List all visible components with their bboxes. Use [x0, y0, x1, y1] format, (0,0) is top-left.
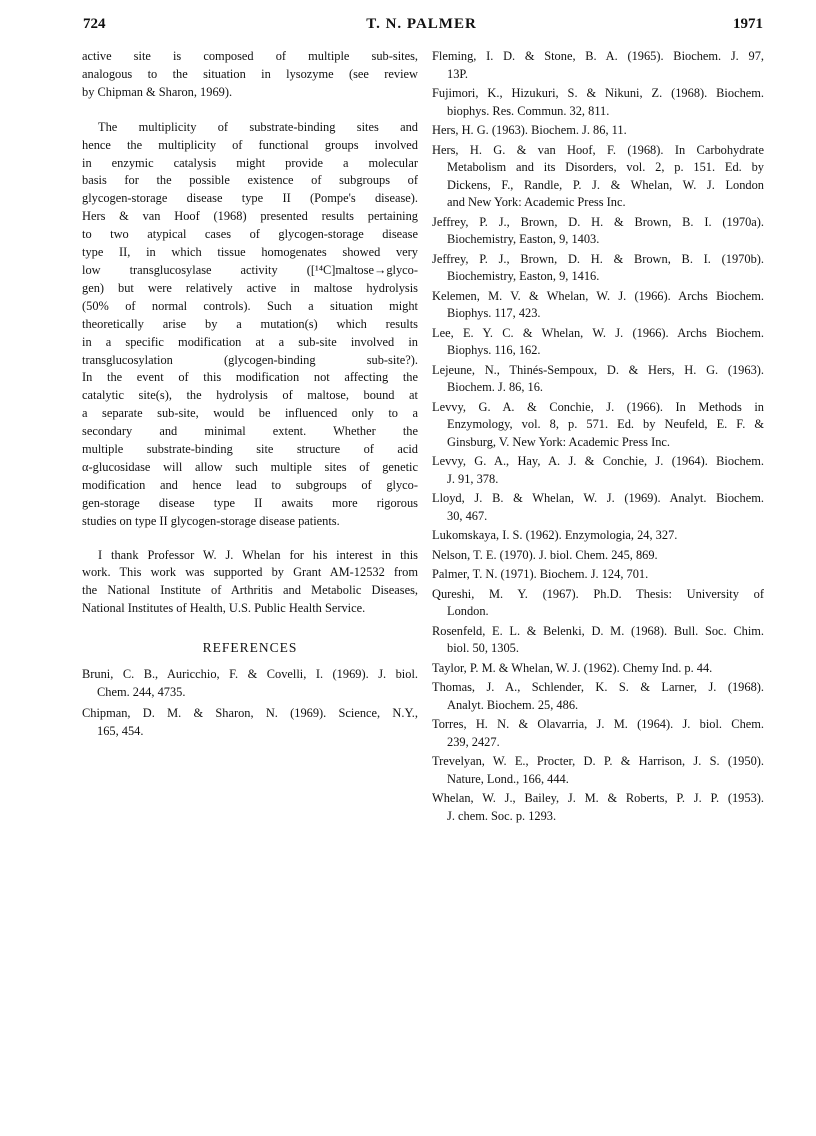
running-author: T. N. PALMER	[366, 16, 477, 32]
reference-line: Lejeune, N., Thinés-Sempoux, D. & Hers, H. G. (1963).	[432, 362, 764, 377]
left-column	[82, 48, 418, 744]
reference-entry	[432, 362, 764, 397]
text-line: secondary and minimal extent. Whether the	[82, 424, 418, 439]
reference-line: biophys. Res. Commun. 32, 811.	[447, 103, 610, 118]
reference-line: Fleming, I. D. & Stone, B. A. (1965). Biochem. J. 97,	[432, 49, 764, 63]
reference-line: 30, 467.	[447, 508, 488, 523]
reference-entry	[432, 288, 764, 323]
reference-line: 165, 454.	[97, 723, 144, 738]
references-heading: REFERENCES	[202, 640, 298, 656]
reference-line: Thomas, J. A., Schlender, K. S. & Larner, J. (1968).	[432, 680, 764, 694]
reference-line: Qureshi, M. Y. (1967). Ph.D. Thesis: University of	[432, 586, 764, 601]
text-line: low transglucosylase activity ([¹⁴C]maltose→glyco-	[82, 262, 418, 277]
text-line: glycogen-storage disease type II (Pompe's disease).	[82, 191, 418, 206]
body-paragraph	[82, 119, 418, 531]
reference-line: Taylor, P. M. & Whelan, W. J. (1962). Chemy Ind. p. 44.	[432, 660, 713, 675]
reference-line: 239, 2427.	[447, 734, 500, 749]
reference-line: Trevelyan, W. E., Procter, D. P. & Harrison, J. S. (1950).	[432, 754, 764, 768]
reference-entry	[432, 251, 764, 286]
reference-entry	[432, 716, 764, 751]
text-line: in enzymic catalysis might provide a molecular	[82, 155, 418, 170]
page-number: 724	[83, 16, 106, 32]
acknowledgement	[82, 547, 418, 619]
reference-line: Biochemistry, Easton, 9, 1403.	[447, 232, 600, 246]
right-column	[432, 48, 764, 827]
running-header	[80, 16, 763, 40]
running-year: 1971	[733, 16, 763, 32]
text-line: modification and hence lead to subgroups of glyco-	[82, 477, 418, 492]
reference-line: Ginsburg, V. New York: Academic Press Inc.	[447, 434, 671, 449]
text-line: work. This work was supported by Grant AM-12532 from	[82, 565, 418, 580]
reference-line: Nelson, T. E. (1970). J. biol. Chem. 245, 869.	[432, 547, 658, 562]
reference-entry	[432, 325, 764, 360]
text-line: (50% of normal controls). Such a situation might	[82, 298, 418, 313]
reference-line: Nature, Lond., 166, 444.	[447, 771, 569, 786]
reference-line: 13P.	[447, 66, 469, 81]
reference-line: Jeffrey, P. J., Brown, D. H. & Brown, B. I. (1970b).	[432, 251, 764, 266]
text-line: analogous to the situation in lysozyme (see review	[82, 66, 418, 81]
reference-line: Torres, H. N. & Olavarria, J. M. (1964). J. biol. Chem.	[432, 717, 764, 731]
reference-line: Palmer, T. N. (1971). Biochem. J. 124, 701.	[432, 567, 649, 581]
text-line: I thank Professor W. J. Whelan for his interest in this	[98, 547, 418, 562]
reference-entry	[432, 399, 764, 452]
text-line: α-glucosidase will allow such multiple sites of genetic	[82, 459, 418, 474]
text-line: the National Institute of Arthritis and Metabolic Diseases,	[82, 583, 418, 598]
reference-line: Biophys. 116, 162.	[447, 343, 541, 357]
reference-list-left	[82, 666, 418, 740]
text-line: National Institutes of Health, U.S. Public Health Service.	[82, 601, 366, 616]
reference-entry	[432, 547, 764, 565]
reference-line: Kelemen, M. V. & Whelan, W. J. (1966). Archs Biochem.	[432, 288, 764, 303]
reference-line: biol. 50, 1305.	[447, 641, 519, 655]
reference-line: Whelan, W. J., Bailey, J. M. & Roberts, P. J. P. (1953).	[432, 791, 764, 805]
reference-entry	[432, 85, 764, 120]
reference-line: Dickens, F., Randle, P. J. & Whelan, W. J. London	[447, 177, 764, 192]
text-line: studies on type II glycogen-storage disease patients.	[82, 513, 340, 528]
reference-entry	[432, 586, 764, 621]
reference-entry	[432, 48, 764, 83]
reference-line: and New York: Academic Press Inc.	[447, 195, 626, 209]
text-line: gen-storage disease type II awaits more rigorous	[82, 495, 418, 510]
reference-line: Analyt. Biochem. 25, 486.	[447, 697, 579, 712]
reference-line: Levvy, G. A. & Conchie, J. (1966). In Methods in	[432, 399, 764, 414]
text-line: in a specific modification at a sub-site involved in	[82, 334, 418, 349]
reference-line: Chem. 244, 4735.	[97, 684, 186, 699]
reference-entry	[432, 214, 764, 249]
reference-entry	[432, 660, 764, 678]
text-line: The multiplicity of substrate-binding sites and	[98, 119, 418, 134]
reference-entry	[432, 566, 764, 584]
reference-line: Rosenfeld, E. L. & Belenki, D. M. (1968). Bull. Soc. Chim.	[432, 623, 764, 638]
reference-line: Biochem. J. 86, 16.	[447, 380, 544, 394]
reference-entry	[432, 790, 764, 825]
reference-entry	[82, 666, 418, 701]
reference-line: Enzymology, vol. 8, p. 571. Ed. by Neufeld, E. F. &	[447, 417, 764, 431]
reference-entry	[432, 527, 764, 545]
reference-line: Biophys. 117, 423.	[447, 306, 541, 320]
reference-entry	[82, 705, 418, 740]
reference-line: Fujimori, K., Hizukuri, S. & Nikuni, Z. (1968). Biochem.	[432, 86, 764, 100]
reference-entry	[432, 623, 764, 658]
reference-entry	[432, 122, 764, 140]
reference-line: Hers, H. G. & van Hoof, F. (1968). In Carbohydrate	[432, 142, 764, 157]
reference-entry	[432, 679, 764, 714]
reference-line: Jeffrey, P. J., Brown, D. H. & Brown, B. I. (1970a).	[432, 214, 764, 229]
reference-entry	[432, 490, 764, 525]
text-line: a separate sub-site, would be influenced only to a	[82, 406, 418, 421]
reference-line: Lloyd, J. B. & Whelan, W. J. (1969). Analyt. Biochem.	[432, 491, 764, 505]
reference-line: Lee, E. Y. C. & Whelan, W. J. (1966). Archs Biochem.	[432, 325, 764, 340]
reference-line: Lukomskaya, I. S. (1962). Enzymologia, 24, 327.	[432, 528, 678, 542]
reference-line: Chipman, D. M. & Sharon, N. (1969). Science, N.Y.,	[82, 706, 418, 721]
reference-line: J. 91, 378.	[447, 471, 499, 486]
reference-line: London.	[447, 604, 489, 618]
reference-entry	[432, 753, 764, 788]
text-line: gen) but were relatively active in maltose hydrolysis	[82, 280, 418, 295]
reference-list-right	[432, 48, 764, 825]
reference-line: Hers, H. G. (1963). Biochem. J. 86, 11.	[432, 123, 627, 137]
text-line: hence the multiplicity of functional groups involved	[82, 137, 418, 152]
text-line: In the event of this modification not affecting the	[82, 370, 418, 385]
reference-entry	[432, 142, 764, 212]
reference-line: Metabolism and its Disorders, vol. 2, p. 151. Ed. by	[447, 160, 764, 174]
text-line: catalytic site(s), the hydrolysis of maltose, bound at	[82, 388, 418, 403]
text-line: transglucosylation (glycogen-binding sub-site?).	[82, 352, 418, 367]
body-paragraph	[82, 48, 418, 102]
reference-line: Levvy, G. A., Hay, A. J. & Conchie, J. (1964). Biochem.	[432, 454, 764, 468]
text-line: basis for the possible existence of subgroups of	[82, 173, 418, 188]
text-line: theoretically arise by a mutation(s) which results	[82, 316, 418, 331]
text-line: to two atypical cases of glycogen-storage disease	[82, 227, 418, 242]
text-line: active site is composed of multiple sub-sites,	[82, 49, 418, 63]
text-line: Hers & van Hoof (1968) presented results pertaining	[82, 209, 418, 224]
text-line: type II, in which tissue homogenates showed very	[82, 245, 418, 260]
reference-line: Biochemistry, Easton, 9, 1416.	[447, 269, 600, 283]
text-line: multiple substrate-binding site structure of acid	[82, 442, 418, 457]
text-line: by Chipman & Sharon, 1969).	[82, 84, 233, 99]
reference-line: J. chem. Soc. p. 1293.	[447, 808, 557, 823]
reference-line: Bruni, C. B., Auricchio, F. & Covelli, I. (1969). J. biol.	[82, 667, 418, 682]
reference-entry	[432, 453, 764, 488]
